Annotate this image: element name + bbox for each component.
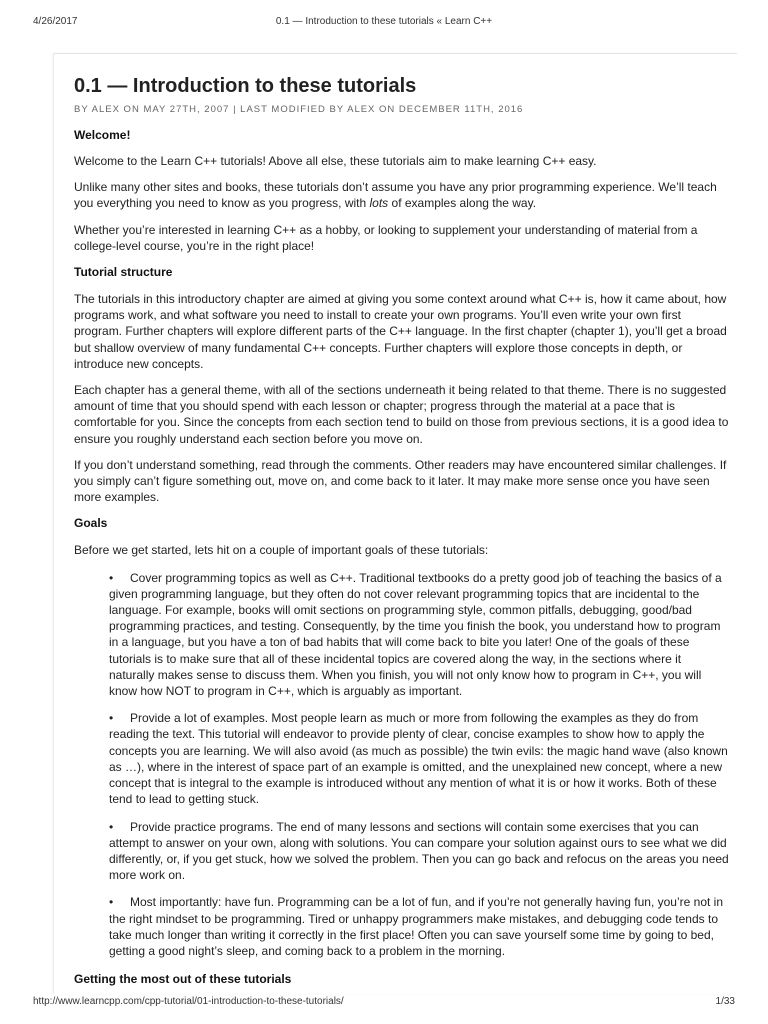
bullet-icon: • [109,570,114,585]
article-title: 0.1 — Introduction to these tutorials [74,75,417,97]
bullet-icon: • [109,819,114,834]
goals-heading: Goals [74,516,108,531]
print-header-date: 4/26/2017 [33,16,78,27]
bullet-icon: • [109,895,114,910]
getting-most-heading: Getting the most out of these tutorials [74,972,292,987]
paragraph-chapter-theme: Each chapter has a general theme, with all of the sections underneath it being related to that theme. There is no suggested amount of time that you should spend with each lesson or chapter; progress through the material at a pace that is comfortable for you. Since the concepts from each section tend to build on those from previous sections, it is a good idea to ensure you roughly understand each section before you move on. [74,383,729,446]
goal-list-item [74,710,729,807]
paragraph-right-place: Whether you’re interested in learning C++ as a hobby, or looking to supplement your understanding of material from a college-level course, you’re in the right place! [74,222,698,253]
paragraph-welcome: Welcome to the Learn C++ tutorials! Above all else, these tutorials aim to make learning C++ easy. [74,154,597,168]
goal-list-item [74,819,729,884]
goal-text: Provide a lot of examples. Most people learn as much or more from following the examples as they do from reading the text. This tutorial will endeavor to provide plenty of clear, concise examples to show how to apply the concepts you are learning. We will also avoid (as much as possible) the twin evils: the magic hand wave (also known as …), where in the interest of space part of an example is omitted, and the unexplained new concept, where a new concept that is integral to the example is introduced without any mention of what it is or how it works. Both of these tend to lead to getting stuck. [109,711,728,807]
bullet-icon: • [109,711,114,726]
goal-list-item [74,894,729,959]
print-footer-page-number: 1/33 [715,996,735,1007]
paragraph-experience-emphasis: lots [369,196,389,211]
article-meta: BY ALEX ON MAY 27TH, 2007 | LAST MODIFIED BY ALEX ON DECEMBER 11TH, 2016 [74,104,524,115]
paragraph-experience-text-a: Unlike many other sites and books, these tutorials don’t assume you have any prior programming experience. We’ll teach you everything you need to know as you progress, with [74,180,717,211]
paragraph-comments: If you don’t understand something, read through the comments. Other readers may have encountered similar challenges. If you simply can’t figure something out, move on, and come back to it later. It may make more sense once you have seen more examples. [74,457,727,505]
print-header-title: 0.1 — Introduction to these tutorials « Learn C++ [275,16,493,27]
goal-text: Most importantly: have fun. Programming can be a lot of fun, and if you’re not generally having fun, you’re not in the right mindset to be programming. Tired or unhappy programmers make mistakes, and debugging code tends to take much longer than writing it correctly in the first place! Often you can save yourself some time by going to bed, getting a good night’s sleep, and coming back to a problem in the morning. [109,895,723,958]
paragraph-structure: The tutorials in this introductory chapter are aimed at giving you some context around what C++ is, how it came about, how programs work, and what software you need to install to create your own programs. You’ll even write your own first program. Further chapters will explore different parts of the C++ language. In the first chapter (chapter 1), you’ll get a broad but shallow overview of many fundamental C++ concepts. Further chapters will explore those concepts in depth, or introduce new concepts. [74,292,727,371]
welcome-heading: Welcome! [74,128,131,142]
tutorial-structure-heading: Tutorial structure [74,265,173,280]
paragraph-experience [74,179,729,211]
article-card [53,53,737,994]
paragraph-goals-intro: Before we get started, lets hit on a couple of important goals of these tutorials: [74,543,489,558]
article-content [74,74,729,987]
print-footer-url: http://www.learncpp.com/cpp-tutorial/01-introduction-to-these-tutorials/ [33,996,344,1007]
paragraph-experience-text-b: of examples along the way. [388,196,537,211]
goal-list-item [74,570,729,700]
goal-text: Provide practice programs. The end of many lessons and sections will contain some exercises that you can attempt to answer on your own, along with solutions. You can compare your solution against ours to see what we did differently, or, if you get stuck, how we solved the problem. Then you can go back and refocus on the areas you need more work on. [109,819,729,883]
goals-list [74,570,729,959]
goal-text: Cover programming topics as well as C++. Traditional textbooks do a pretty good job of teaching the basics of a given programming language, but they often do not cover relevant programming topics that are incidental to the language. For example, books will omit sections on programming style, common pitfalls, debugging, good/bad programming practices, and testing. Consequently, by the time you finish the book, you understand how to program in a language, but you have a ton of bad habits that will come back to bite you later! One of the goals of these tutorials is to make sure that all of these incidental topics are covered along the way, in the sections where it naturally makes sense to discuss them. When you finish, you will not only know how to program in C++, you will know how NOT to program in C++, which is arguably as important. [109,570,722,699]
